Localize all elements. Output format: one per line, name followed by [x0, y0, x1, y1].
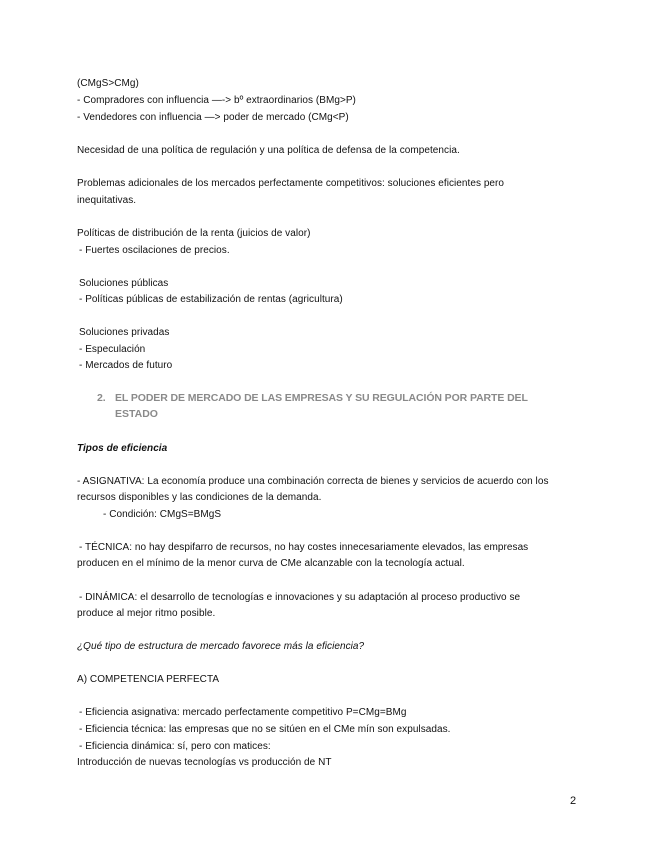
- text-line: Problemas adicionales de los mercados perfectamente competitivos: soluciones eficientes pero: [77, 178, 505, 189]
- section-heading-line2: ESTADO: [115, 408, 158, 420]
- subsection-title: A) COMPETENCIA PERFECTA: [77, 674, 220, 685]
- text-line: produce al mejor ritmo posible.: [77, 608, 216, 619]
- text-line: - ASIGNATIVA: La economía produce una combinación correcta de bienes y servicios de acuerdo con los: [77, 476, 549, 487]
- text-line: - TÉCNICA: no hay despifarro de recursos, no hay costes innecesariamente elevados, las empresas: [79, 542, 529, 553]
- text-line: Necesidad de una política de regulación y una política de defensa de la competencia.: [77, 145, 460, 156]
- text-line: (CMgS>CMg): [77, 78, 139, 89]
- text-line: recursos disponibles y las condiciones de la demanda.: [77, 492, 322, 503]
- text-line: - Fuertes oscilaciones de precios.: [79, 245, 230, 256]
- section-number: 2.: [97, 392, 106, 404]
- text-line: producen en el mínimo de la menor curva de CMe alcanzable con la tecnología actual.: [77, 558, 465, 569]
- text-line: - Condición: CMgS=BMgS: [103, 509, 222, 520]
- text-line: - Compradores con influencia —-> bº extraordinarios (BMg>P): [77, 95, 356, 106]
- text-line: - Eficiencia dinámica: sí, pero con matices:: [79, 741, 271, 752]
- page-number: 2: [570, 795, 577, 807]
- text-line: Introducción de nuevas tecnologías vs producción de NT: [77, 757, 332, 768]
- text-line: Soluciones públicas: [79, 278, 169, 289]
- text-line: Soluciones privadas: [79, 327, 170, 338]
- subtitle: Tipos de eficiencia: [77, 443, 168, 454]
- text-line: inequitativas.: [77, 195, 137, 206]
- text-line: - Políticas públicas de estabilización de rentas (agricultura): [79, 294, 343, 305]
- text-line: - DINÁMICA: el desarrollo de tecnologías e innovaciones y su adaptación al proceso productivo se: [79, 592, 521, 603]
- text-line: - Especulación: [79, 344, 146, 355]
- section-heading: [97, 390, 528, 406]
- section-heading-line1: EL PODER DE MERCADO DE LAS EMPRESAS Y SU REGULACIÓN POR PARTE DEL: [115, 392, 528, 404]
- question: ¿Qué tipo de estructura de mercado favorece más la eficiencia?: [77, 641, 365, 652]
- text-line: - Eficiencia asignativa: mercado perfectamente competitivo P=CMg=BMg: [79, 707, 407, 718]
- text-line: - Vendedores con influencia —> poder de mercado (CMg<P): [77, 112, 349, 123]
- text-line: - Eficiencia técnica: las empresas que no se sitúen en el CMe mín son expulsadas.: [79, 724, 451, 735]
- text-line: - Mercados de futuro: [79, 360, 173, 371]
- text-line: Políticas de distribución de la renta (juicios de valor): [77, 228, 311, 239]
